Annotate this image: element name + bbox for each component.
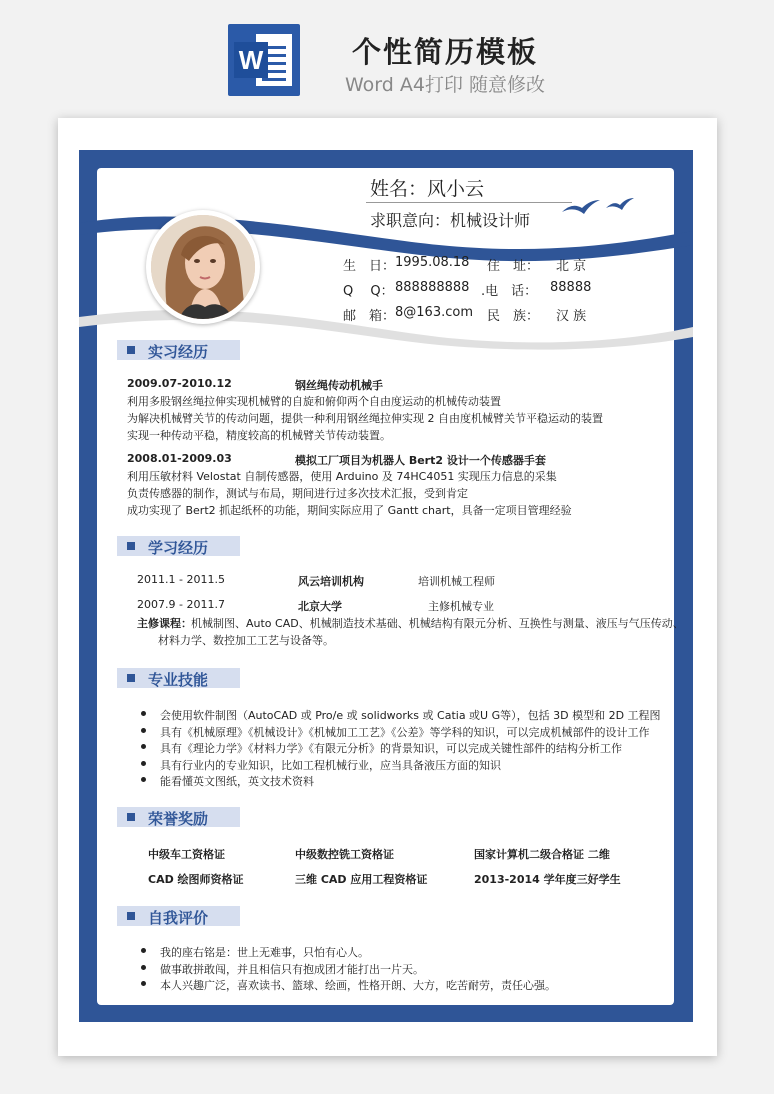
job-objective: 求职意向：机械设计师 (370, 211, 531, 230)
skill-item: 具有《机械原理》《机械设计》《机械加工工艺》《公差》等学科的知识，可以完成机械部件的设计工作 (160, 726, 650, 739)
banner-title: 个性简历模板 (351, 35, 538, 69)
section-header-skills (117, 668, 240, 688)
nation-value: 汉 族 (556, 309, 587, 324)
address-label: 住 址： (487, 259, 540, 274)
award-item: 中级数控铣工资格证 (295, 848, 394, 861)
section-title: 实习经历 (148, 343, 209, 361)
self-eval-item: 做事敢拼敢闯，并且相信只有抱成团才能打出一片天。 (160, 963, 424, 976)
birth-label: 生 日： (343, 259, 396, 274)
self-eval-item: 我的座右铭是：世上无难事，只怕有心人。 (160, 946, 369, 959)
internship-role: 模拟工厂项目为机器人 Bert2 设计一个传感器手套 (295, 454, 546, 467)
birds-icon (560, 194, 640, 224)
education-date: 2011.1 - 2011.5 (137, 573, 225, 586)
square-bullet-icon (127, 674, 135, 682)
square-bullet-icon (127, 912, 135, 920)
education-school: 风云培训机构 (298, 575, 364, 588)
courses-line: 材料力学、数控加工工艺与设备等。 (158, 634, 334, 647)
section-title: 荣誉奖励 (148, 810, 209, 828)
phone-label: .电 话： (481, 284, 538, 299)
qq-label: Q Q： (343, 284, 394, 299)
skill-item: 能看懂英文图纸，英文技术资料 (160, 775, 314, 788)
skill-item: 具有行业内的专业知识，比如工程机械行业，应当具备液压方面的知识 (160, 759, 501, 772)
section-header-awards (117, 807, 240, 827)
award-item: 中级车工资格证 (148, 848, 225, 861)
section-header-internship (117, 340, 240, 360)
logo-letter: W (234, 42, 268, 78)
education-major: 培训机械工程师 (418, 575, 495, 588)
nation-label: 民 族： (487, 309, 540, 324)
section-header-education (117, 536, 240, 556)
address-value: 北 京 (556, 259, 587, 274)
internship-line: 为解决机械臂关节的传动问题，提供一种利用钢丝绳拉伸实现 2 自由度机械臂关节平稳运动的装置 (127, 412, 603, 425)
education-date: 2007.9 - 2011.7 (137, 598, 225, 611)
internship-role: 钢丝绳传动机械手 (295, 379, 383, 392)
phone-value: 88888 (550, 280, 592, 295)
square-bullet-icon (127, 542, 135, 550)
internship-line: 利用多股钢丝绳拉伸实现机械臂的自旋和俯仰两个自由度运动的机械传动装置 (127, 395, 501, 408)
internship-line: 利用压敏材料 Velostat 自制传感器，使用 Arduino 及 74HC4051 实现压力信息的采集 (127, 470, 557, 483)
portrait-photo (151, 215, 255, 319)
courses-line: 机械制图、Auto CAD、机械制造技术基础、机械结构有限元分析、互换性与测量、液压与气压传动、 (191, 617, 684, 630)
courses-label: 主修课程： (137, 617, 192, 630)
award-item: 三维 CAD 应用工程资格证 (295, 873, 428, 886)
section-title: 自我评价 (148, 909, 209, 927)
skill-item: 具有《理论力学》《材料力学》《有限元分析》的背景知识，可以完成关键性部件的结构分析工作 (160, 742, 622, 755)
candidate-name: 姓名：风小云 (370, 178, 485, 200)
skill-item: 会使用软件制图（AutoCAD 或 Pro/e 或 solidworks 或 Catia 或U G等），包括 3D 模型和 2D 工程图 (160, 709, 661, 722)
header-divider (366, 202, 572, 203)
word-logo-icon (228, 24, 300, 96)
qq-value: 888888888 (395, 280, 470, 295)
internship-date: 2008.01-2009.03 (127, 452, 232, 465)
internship-date: 2009.07-2010.12 (127, 377, 232, 390)
internship-line: 负责传感器的制作，测试与布局，期间进行过多次技术汇报，受到肯定 (127, 487, 468, 500)
education-school: 北京大学 (298, 600, 342, 613)
internship-line: 成功实现了 Bert2 抓起纸杯的功能，期间实际应用了 Gantt chart，具备一定项目管理经验 (127, 504, 572, 517)
banner-subtitle: Word A4打印 随意修改 (344, 74, 545, 96)
avatar (146, 210, 260, 324)
birth-value: 1995.08.18 (395, 255, 470, 270)
award-item: 2013-2014 学年度三好学生 (474, 873, 621, 886)
section-title: 学习经历 (148, 539, 209, 557)
section-header-self-evaluation (117, 906, 240, 926)
award-item: CAD 绘图师资格证 (148, 873, 244, 886)
email-value: 8@163.com (395, 305, 473, 320)
section-title: 专业技能 (148, 671, 209, 689)
internship-line: 实现一种传动平稳，精度较高的机械臂关节传动装置。 (127, 429, 391, 442)
square-bullet-icon (127, 813, 135, 821)
education-major: 主修机械专业 (428, 600, 494, 613)
self-eval-item: 本人兴趣广泛，喜欢读书、篮球、绘画，性格开朗、大方，吃苦耐劳，责任心强。 (160, 979, 556, 992)
square-bullet-icon (127, 346, 135, 354)
email-label: 邮 箱： (343, 309, 396, 324)
award-item: 国家计算机二级合格证 二维 (474, 848, 610, 861)
